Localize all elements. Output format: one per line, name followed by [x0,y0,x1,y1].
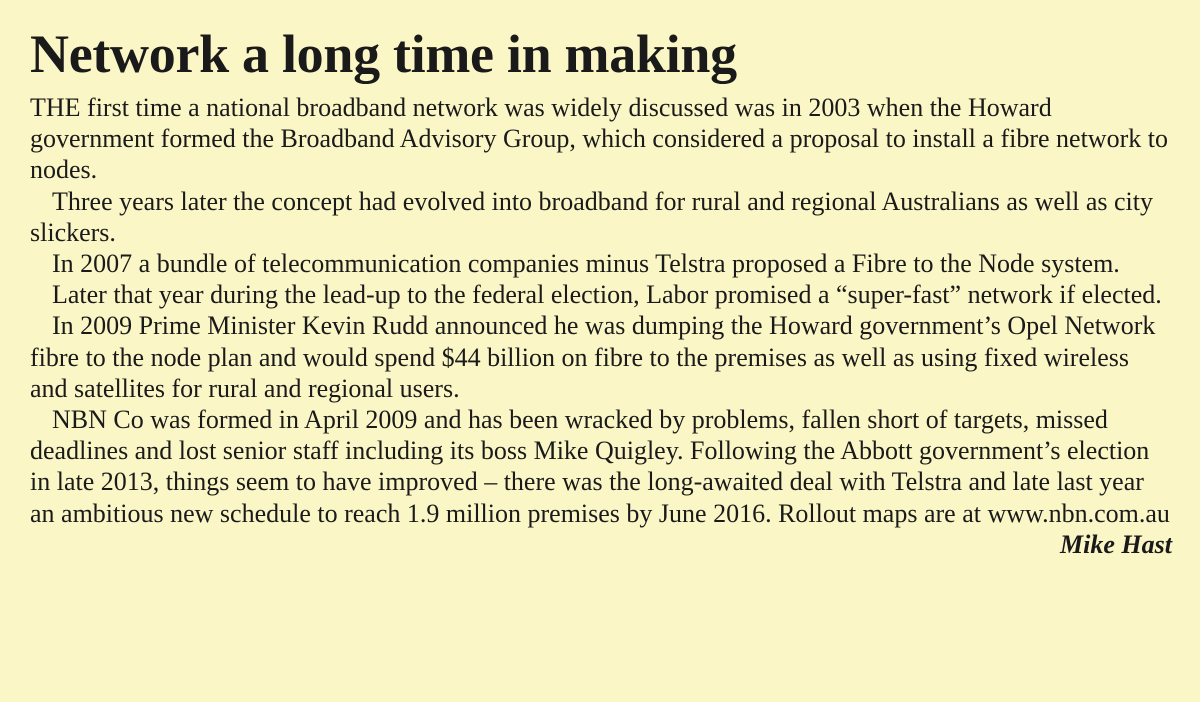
paragraph-2: Three years later the concept had evolved into broadband for rural and regional Australians as well as city slickers. [30,186,1153,247]
paragraph-5: In 2009 Prime Minister Kevin Rudd announced he was dumping the Howard government’s Opel Network fibre to the node plan and would spend $44 billion on fibre to the premises as well as using fixed wireless and satellites for rural and regional users. [30,311,1156,403]
paragraph-4: Later that year during the lead-up to the federal election, Labor promised a “super-fast” network if elected. [52,280,1162,310]
headline: Network a long time in making [30,24,737,84]
paragraph-6 [30,404,1172,559]
article-body [30,92,1172,559]
byline: Mike Hast [1060,529,1172,559]
paragraph-6-text: NBN Co was formed in April 2009 and has been wracked by problems, fallen short of targets, missed deadlines and lost senior staff including its boss Mike Quigley. Following the Abbott government’s election in late 2013, things seem to have improved – there was the long-awaited deal with Telstra and late last year an ambitious new schedule to reach 1.9 million premises by June 2016. Rollout maps are at www.nbn.com.au [30,405,1170,528]
paragraph-1: THE first time a national broadband network was widely discussed was in 2003 when the Howard government formed the Broadband Advisory Group, which considered a proposal to install a fibre network to nodes. [30,93,1168,185]
paragraph-3: In 2007 a bundle of telecommunication companies minus Telstra proposed a Fibre to the Node system. [52,249,1120,279]
